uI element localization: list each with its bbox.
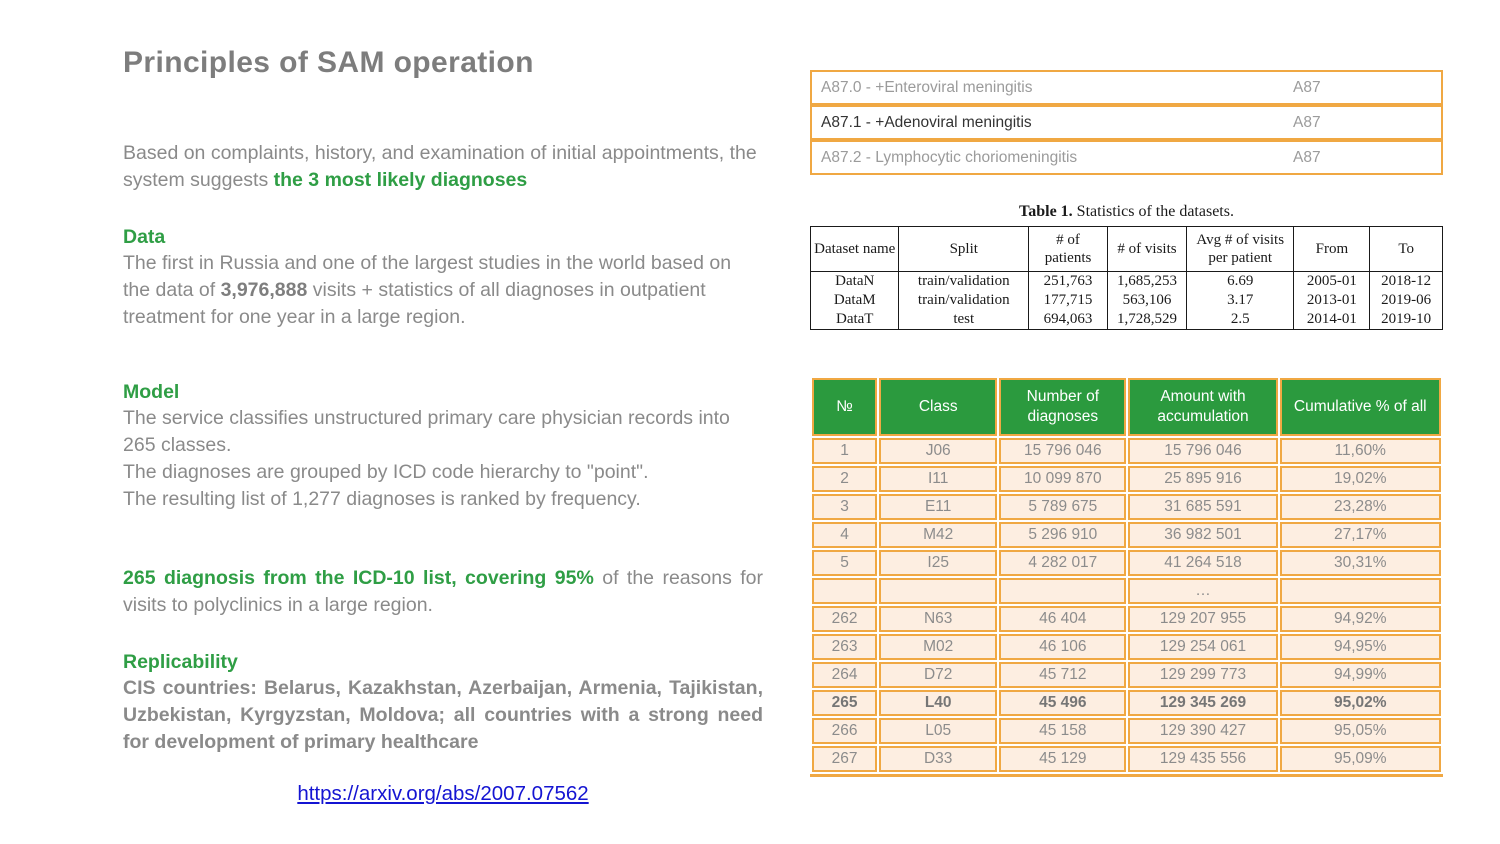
- dataset-cell-to: 2018-12: [1370, 272, 1443, 292]
- dataset-cell-avg: 3.17: [1187, 291, 1294, 310]
- class-cell-number: 4: [812, 522, 877, 548]
- icd-group-code: A87: [1293, 113, 1321, 131]
- class-cell-diagnoses: 5 789 675: [999, 494, 1126, 520]
- class-table: [810, 376, 1443, 777]
- class-cell-accumulation: 129 254 061: [1128, 634, 1277, 660]
- class-cell-cumulative: 11,60%: [1280, 438, 1441, 464]
- dataset-header-to: To: [1370, 227, 1443, 272]
- class-cell-accumulation: …: [1128, 578, 1277, 604]
- dataset-cell-name: DataT: [811, 310, 899, 330]
- class-cell-class: I25: [879, 550, 997, 576]
- icd-suggestion-row: [810, 70, 1443, 105]
- class-cell-accumulation: 31 685 591: [1128, 494, 1277, 520]
- dataset-table-header-row: [811, 227, 1443, 272]
- class-cell-diagnoses: 45 496: [999, 690, 1126, 716]
- icd-code-label: A87.0 - +Enteroviral meningitis: [821, 78, 1033, 96]
- class-table-row: [812, 578, 1441, 604]
- dataset-cell-from: 2013-01: [1294, 291, 1370, 310]
- dataset-cell-visits: 563,106: [1108, 291, 1187, 310]
- class-cell-number: 1: [812, 438, 877, 464]
- dataset-table-caption-text: Statistics of the datasets.: [1072, 203, 1234, 220]
- model-line-3: The resulting list of 1,277 diagnoses is ranked by frequency.: [123, 488, 641, 510]
- icd-suggestion-list: [810, 70, 1443, 175]
- data-section-body: [123, 250, 763, 331]
- class-cell-class: L40: [879, 690, 997, 716]
- model-section: [123, 379, 763, 513]
- class-table-row: [812, 522, 1441, 548]
- class-cell-class: D33: [879, 746, 997, 772]
- dataset-cell-visits: 1,685,253: [1108, 272, 1187, 292]
- icd-group-code: A87: [1293, 78, 1321, 96]
- class-table-row: [812, 550, 1441, 576]
- dataset-cell-from: 2005-01: [1294, 272, 1370, 292]
- intro-paragraph: [123, 140, 763, 194]
- icd-suggestion-row: [810, 105, 1443, 140]
- class-cell-class: D72: [879, 662, 997, 688]
- dataset-cell-name: DataM: [811, 291, 899, 310]
- icd-group-code: A87: [1293, 148, 1321, 166]
- class-cell-accumulation: 129 299 773: [1128, 662, 1277, 688]
- class-cell-accumulation: 25 895 916: [1128, 466, 1277, 492]
- class-cell-number: 5: [812, 550, 877, 576]
- class-table-row: [812, 438, 1441, 464]
- visits-count: 3,976,888: [220, 279, 308, 301]
- class-cell-class: [879, 578, 997, 604]
- class-cell-accumulation: 129 435 556: [1128, 746, 1277, 772]
- class-cell-cumulative: 19,02%: [1280, 466, 1441, 492]
- intro-highlight: the 3 most likely diagnoses: [273, 169, 528, 191]
- model-line-1: The service classifies unstructured primary care physician records into 265 classes.: [123, 407, 730, 456]
- class-header-class: Class: [879, 378, 997, 436]
- replicability-heading: Replicability: [123, 651, 238, 673]
- coverage-paragraph: [123, 565, 763, 619]
- class-cell-class: M42: [879, 522, 997, 548]
- dataset-header-from: From: [1294, 227, 1370, 272]
- class-cell-diagnoses: 5 296 910: [999, 522, 1126, 548]
- icd-code-label: A87.1 - +Adenoviral meningitis: [821, 113, 1032, 131]
- class-cell-diagnoses: 45 712: [999, 662, 1126, 688]
- dataset-cell-avg: 2.5: [1187, 310, 1294, 330]
- replicability-body: CIS countries: Belarus, Kazakhstan, Azerbaijan, Armenia, Tajikistan, Uzbekistan, Kyrgyzstan, Moldova; all countries with a strong need for development of primary healthcare: [123, 677, 763, 753]
- class-cell-cumulative: 95,05%: [1280, 718, 1441, 744]
- class-cell-class: M02: [879, 634, 997, 660]
- class-cell-diagnoses: 46 106: [999, 634, 1126, 660]
- dataset-cell-from: 2014-01: [1294, 310, 1370, 330]
- class-cell-diagnoses: 46 404: [999, 606, 1126, 632]
- dataset-table-row: [811, 310, 1443, 330]
- class-cell-class: I11: [879, 466, 997, 492]
- class-table-row: [812, 606, 1441, 632]
- model-line-2: The diagnoses are grouped by ICD code hierarchy to "point".: [123, 461, 649, 483]
- class-table-row: [812, 494, 1441, 520]
- dataset-cell-visits: 1,728,529: [1108, 310, 1187, 330]
- dataset-cell-to: 2019-10: [1370, 310, 1443, 330]
- dataset-cell-split: train/validation: [899, 272, 1029, 292]
- class-cell-class: E11: [879, 494, 997, 520]
- class-cell-class: N63: [879, 606, 997, 632]
- class-cell-accumulation: 129 390 427: [1128, 718, 1277, 744]
- class-cell-cumulative: 95,02%: [1280, 690, 1441, 716]
- dataset-header-visits: # of visits: [1108, 227, 1187, 272]
- class-table-row: [812, 746, 1441, 772]
- class-cell-diagnoses: 10 099 870: [999, 466, 1126, 492]
- class-cell-diagnoses: 15 796 046: [999, 438, 1126, 464]
- data-section-heading: Data: [123, 226, 166, 248]
- class-cell-accumulation: 36 982 501: [1128, 522, 1277, 548]
- class-cell-diagnoses: 45 158: [999, 718, 1126, 744]
- class-cell-cumulative: 95,09%: [1280, 746, 1441, 772]
- class-cell-class: J06: [879, 438, 997, 464]
- class-cell-number: [812, 578, 877, 604]
- dataset-table-row: [811, 272, 1443, 292]
- intro-text: Based on complaints, history, and examination of initial appointments, the system suggests: [123, 142, 757, 191]
- data-body-start: The first in Russia and one of the largest studies in the world based on the data of: [123, 252, 732, 301]
- icd-code-label: A87.2 - Lymphocytic choriomeningitis: [821, 148, 1078, 166]
- dataset-cell-patients: 694,063: [1029, 310, 1108, 330]
- dataset-table-caption-label: Table 1.: [1019, 203, 1073, 220]
- class-cell-cumulative: 94,92%: [1280, 606, 1441, 632]
- class-cell-cumulative: 94,99%: [1280, 662, 1441, 688]
- class-cell-cumulative: [1280, 578, 1441, 604]
- replicability-section: [123, 649, 763, 756]
- class-table-row: [812, 662, 1441, 688]
- dataset-header-avg: Avg # of visits per patient: [1187, 227, 1294, 272]
- class-header-number: №: [812, 378, 877, 436]
- right-column: [810, 70, 1443, 777]
- class-cell-diagnoses: 4 282 017: [999, 550, 1126, 576]
- class-table-row: [812, 690, 1441, 716]
- arxiv-link[interactable]: https://arxiv.org/abs/2007.07562: [297, 782, 589, 805]
- link-row: [123, 782, 763, 806]
- class-cell-number: 266: [812, 718, 877, 744]
- dataset-table-caption: [810, 203, 1443, 221]
- dataset-cell-to: 2019-06: [1370, 291, 1443, 310]
- left-column: [123, 46, 763, 806]
- class-header-diagnoses: Number of diagnoses: [999, 378, 1126, 436]
- class-cell-number: 264: [812, 662, 877, 688]
- dataset-cell-split: train/validation: [899, 291, 1029, 310]
- dataset-cell-name: DataN: [811, 272, 899, 292]
- class-cell-accumulation: 15 796 046: [1128, 438, 1277, 464]
- class-cell-accumulation: 129 345 269: [1128, 690, 1277, 716]
- coverage-highlight: 265 diagnosis from the ICD-10 list, covering 95%: [123, 567, 594, 589]
- class-header-accumulation: Amount with accumulation: [1128, 378, 1277, 436]
- class-table-header-row: [812, 378, 1441, 436]
- class-cell-cumulative: 23,28%: [1280, 494, 1441, 520]
- class-table-row: [812, 718, 1441, 744]
- class-cell-number: 267: [812, 746, 877, 772]
- class-cell-class: L05: [879, 718, 997, 744]
- class-header-cumulative: Cumulative % of all: [1280, 378, 1441, 436]
- class-cell-number: 2: [812, 466, 877, 492]
- dataset-cell-patients: 177,715: [1029, 291, 1108, 310]
- class-table-row: [812, 634, 1441, 660]
- class-cell-cumulative: 30,31%: [1280, 550, 1441, 576]
- class-cell-number: 3: [812, 494, 877, 520]
- class-cell-diagnoses: [999, 578, 1126, 604]
- dataset-table-row: [811, 291, 1443, 310]
- data-body-end: visits + statistics of all diagnoses in outpatient treatment for one year in a large region.: [123, 279, 706, 328]
- class-cell-cumulative: 94,95%: [1280, 634, 1441, 660]
- dataset-table: [810, 226, 1443, 330]
- dataset-cell-patients: 251,763: [1029, 272, 1108, 292]
- coverage-rest: of the reasons for visits to polyclinics in a large region.: [123, 567, 764, 616]
- class-table-row: [812, 466, 1441, 492]
- icd-suggestion-row: [810, 140, 1443, 175]
- dataset-header-split: Split: [899, 227, 1029, 272]
- model-section-heading: Model: [123, 381, 180, 403]
- class-cell-number: 265: [812, 690, 877, 716]
- data-section: [123, 224, 763, 331]
- page-title: Principles of SAM operation: [123, 46, 534, 79]
- class-cell-diagnoses: 45 129: [999, 746, 1126, 772]
- class-cell-accumulation: 129 207 955: [1128, 606, 1277, 632]
- dataset-header-name: Dataset name: [811, 227, 899, 272]
- class-cell-number: 263: [812, 634, 877, 660]
- class-cell-cumulative: 27,17%: [1280, 522, 1441, 548]
- dataset-cell-split: test: [899, 310, 1029, 330]
- class-cell-number: 262: [812, 606, 877, 632]
- dataset-header-patients: # of patients: [1029, 227, 1108, 272]
- dataset-cell-avg: 6.69: [1187, 272, 1294, 292]
- class-cell-accumulation: 41 264 518: [1128, 550, 1277, 576]
